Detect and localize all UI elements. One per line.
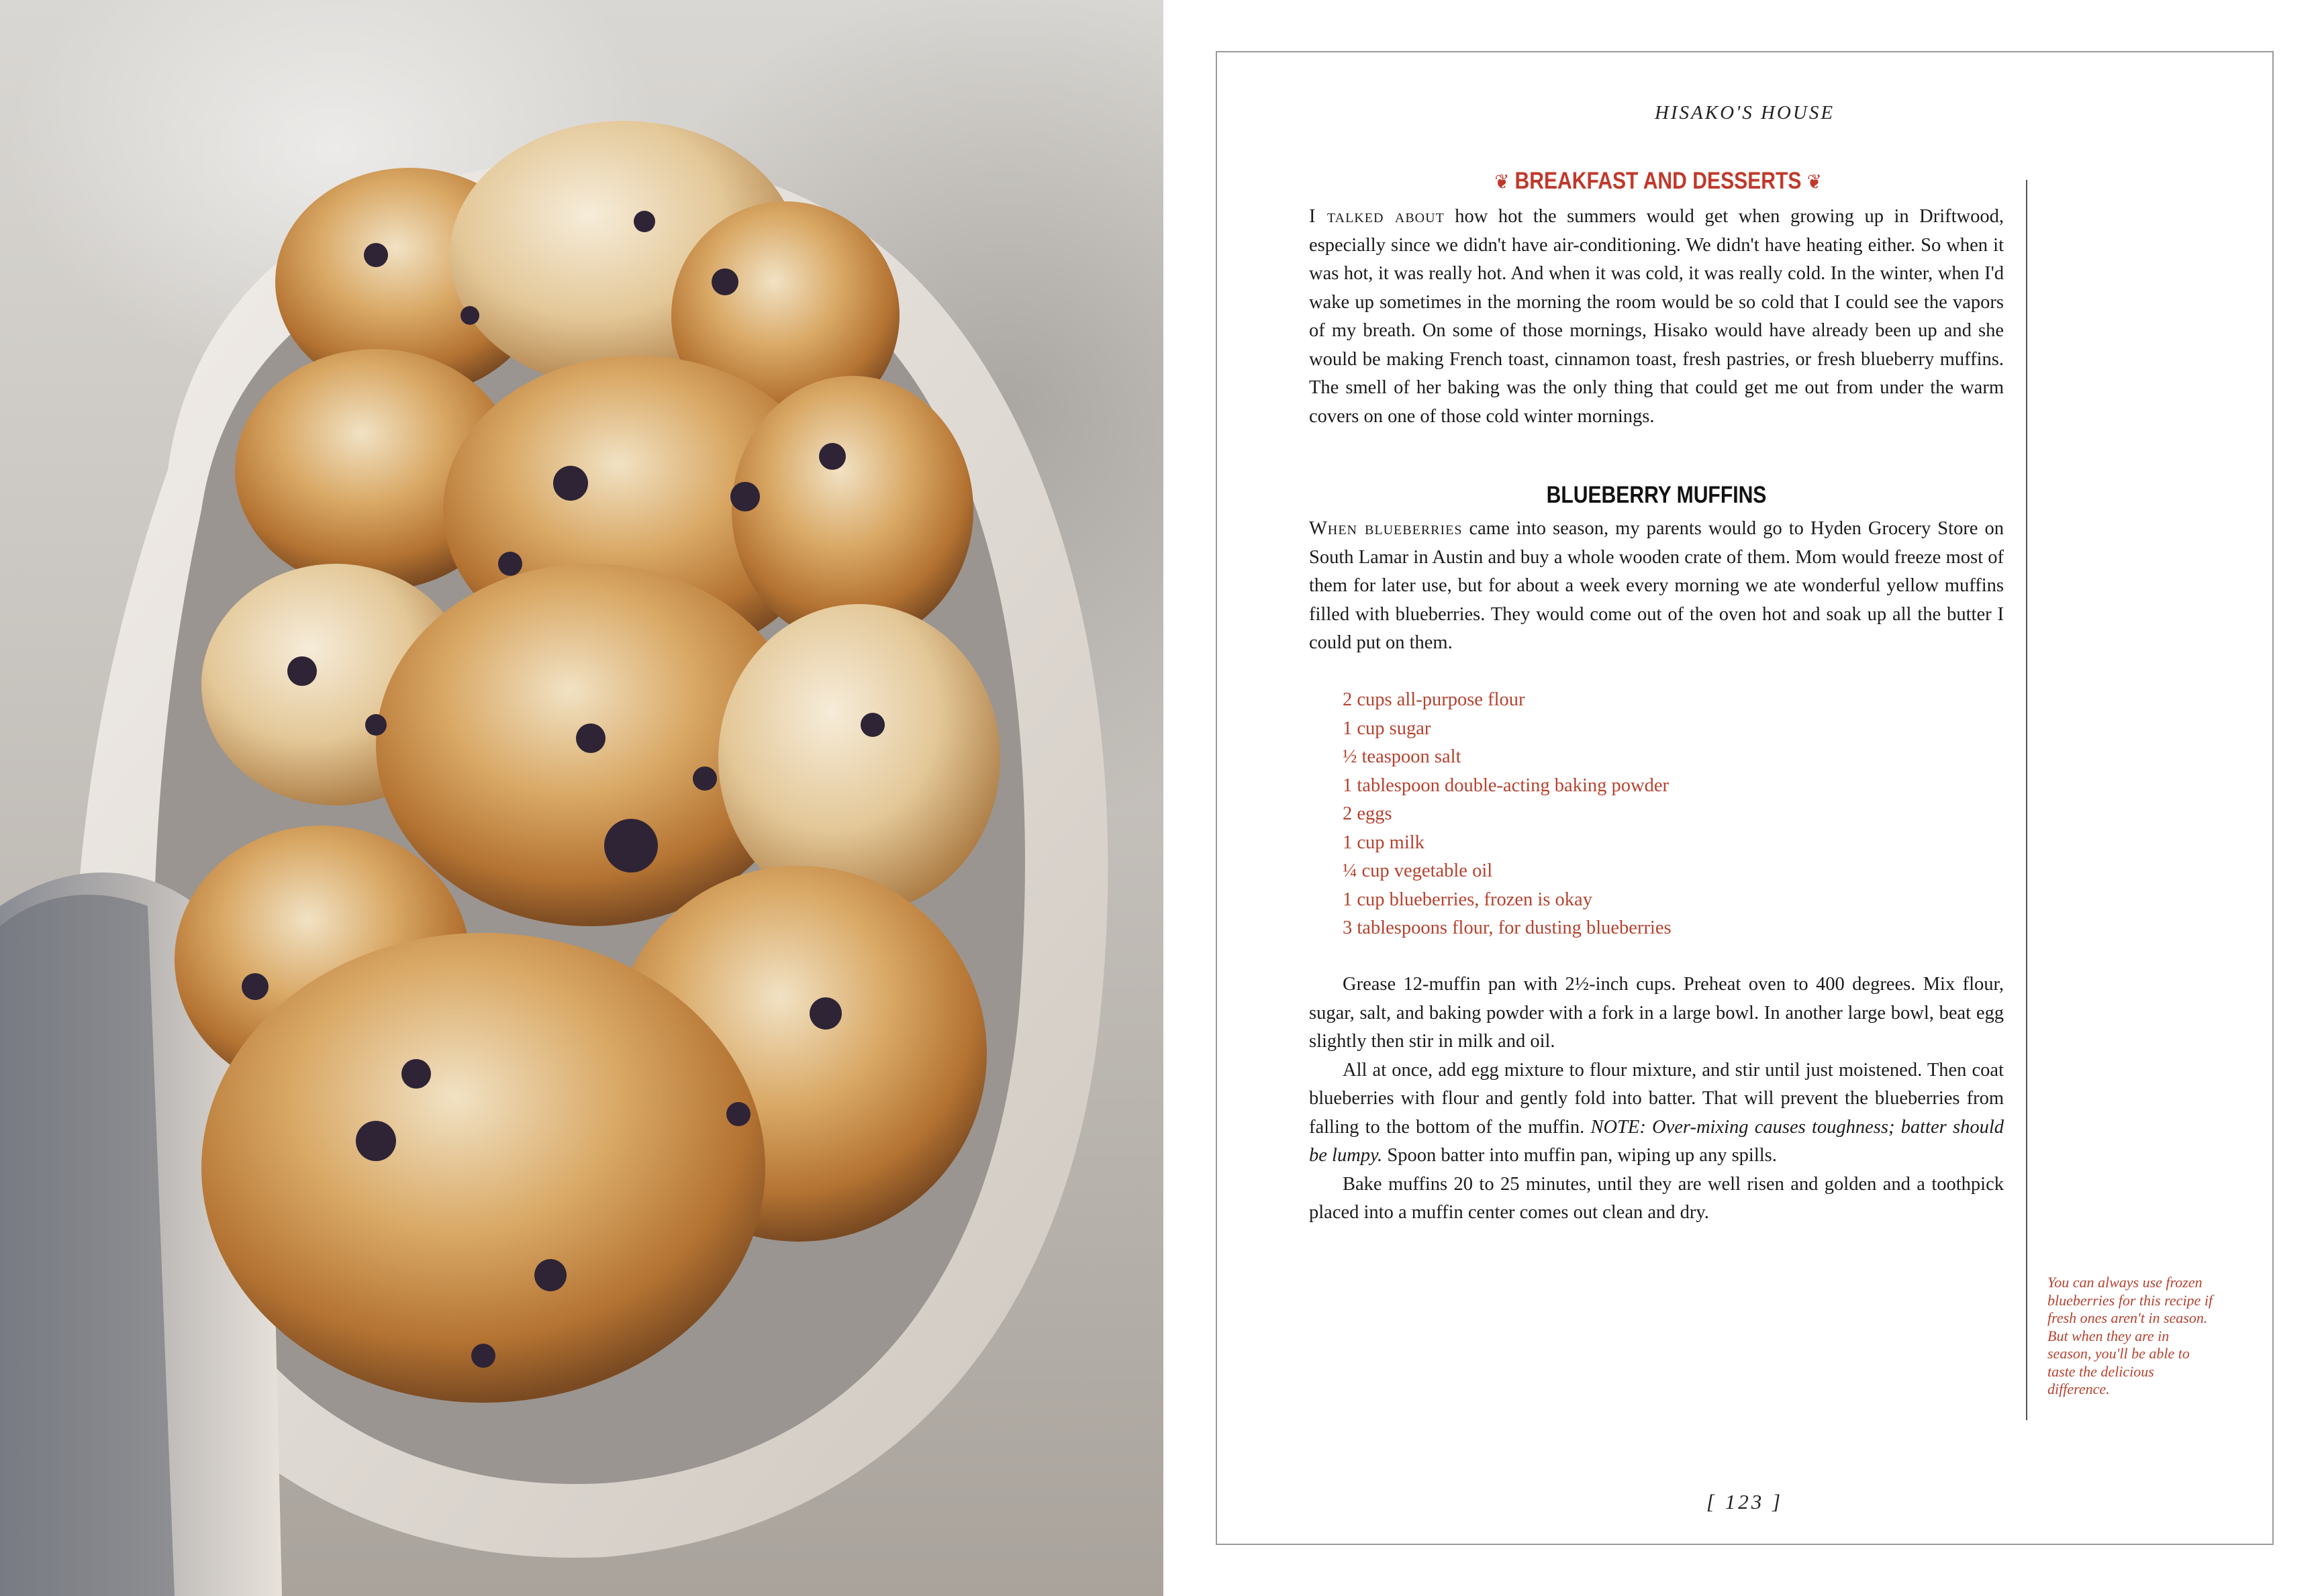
ornament-right-icon: ❦ — [1806, 171, 1822, 193]
ingredient-item: 2 cups all-purpose flour — [1343, 689, 1525, 710]
intro-lead: I talked about — [1309, 206, 1445, 227]
intro-body: how hot the summers would get when growing up in Driftwood, especially since we didn't have air-conditioning. We didn't have heating either. So when it was hot, it was really hot. And when it was cold, it was really cold. In the winter, when I'd wake up sometimes in the morning the room would be so cold that I could see the vapors of my breath. On some of those mornings, Hisako would have already been up and she would be making French toast, cinnamon toast, fresh pastries, or fresh blueberry muffins. The smell of her baking was the only thing that could get me out from under the warm covers on one of those cold winter mornings. — [1309, 206, 2004, 427]
ingredient-item: ¼ cup vegetable oil — [1343, 860, 1493, 881]
headnote-block — [1309, 515, 2004, 658]
recipe-title: BLUEBERRY MUFFINS — [1546, 482, 1767, 508]
headnote-lead: When blueberries — [1309, 518, 1463, 539]
method-step-2 — [1309, 1056, 2004, 1170]
headnote-body: came into season, my parents would go to Hyden Grocery Store on South Lamar in Austin and buy a whole wooden crate of them. Mom would freeze most of them for later use, but for about a week every morning we ate wonderful yellow muffins filled with blueberries. They would come out of the oven hot and soak up all the butter I could put on them. — [1309, 518, 2004, 653]
sidebar-rule — [2026, 180, 2027, 1420]
sidebar-note: You can always use frozen blueberries for this recipe if fresh ones aren't in season. But when they are in season, you'll be able to taste the delicious difference. — [2047, 1274, 2213, 1397]
cloth-stripe — [0, 895, 175, 1596]
intro-paragraph — [1309, 203, 2004, 431]
method-block — [1309, 970, 2004, 1228]
intro-block — [1309, 203, 2004, 431]
ingredient-item: 1 tablespoon double-acting baking powder — [1343, 775, 1669, 796]
running-head: HISAKO'S HOUSE — [1654, 102, 1835, 123]
section-title-text: BREAKFAST AND DESSERTS — [1514, 168, 1802, 194]
method-step-2-end: Spoon batter into muffin pan, wiping up any spills. — [1382, 1145, 1777, 1166]
method-step-1: Grease 12-muffin pan with 2½-inch cups. Preheat oven to 400 degrees. Mix flour, sugar, salt, and baking powder with a fork in a large bowl. In another large bowl, beat egg slightly then stir in milk and oil. — [1309, 974, 2004, 1052]
ingredient-item: 1 cup sugar — [1343, 717, 1431, 739]
headnote-paragraph — [1309, 515, 2004, 658]
method-step-2-note: NOTE: Over-mixing causes toughness; batter should be lumpy. — [1309, 1116, 2004, 1166]
muffins — [175, 121, 1000, 1403]
section-title — [1358, 168, 1958, 195]
ingredient-item: 1 cup blueberries, frozen is okay — [1343, 889, 1592, 910]
ornament-left-icon: ❦ — [1494, 171, 1510, 193]
page-number: [ 123 ] — [1706, 1490, 1784, 1513]
ingredient-list — [1343, 686, 1672, 943]
ingredient-item: 3 tablespoons flour, for dusting blueberries — [1343, 917, 1672, 938]
ingredient-item: ½ teaspoon salt — [1343, 746, 1461, 767]
method-step-3: Bake muffins 20 to 25 minutes, until they are well risen and golden and a toothpick placed into a muffin center comes out clean and dry. — [1309, 1173, 2004, 1223]
ingredient-item: 1 cup milk — [1343, 832, 1424, 853]
ingredient-item: 2 eggs — [1343, 803, 1392, 824]
method-step-2-text: All at once, add egg mixture to flour mixture, and stir until just moistened. Then coat blueberries with flour and gently fold into batter. That will prevent the blueberries from falling to the bottom of the muffin. — [1309, 1059, 2004, 1138]
